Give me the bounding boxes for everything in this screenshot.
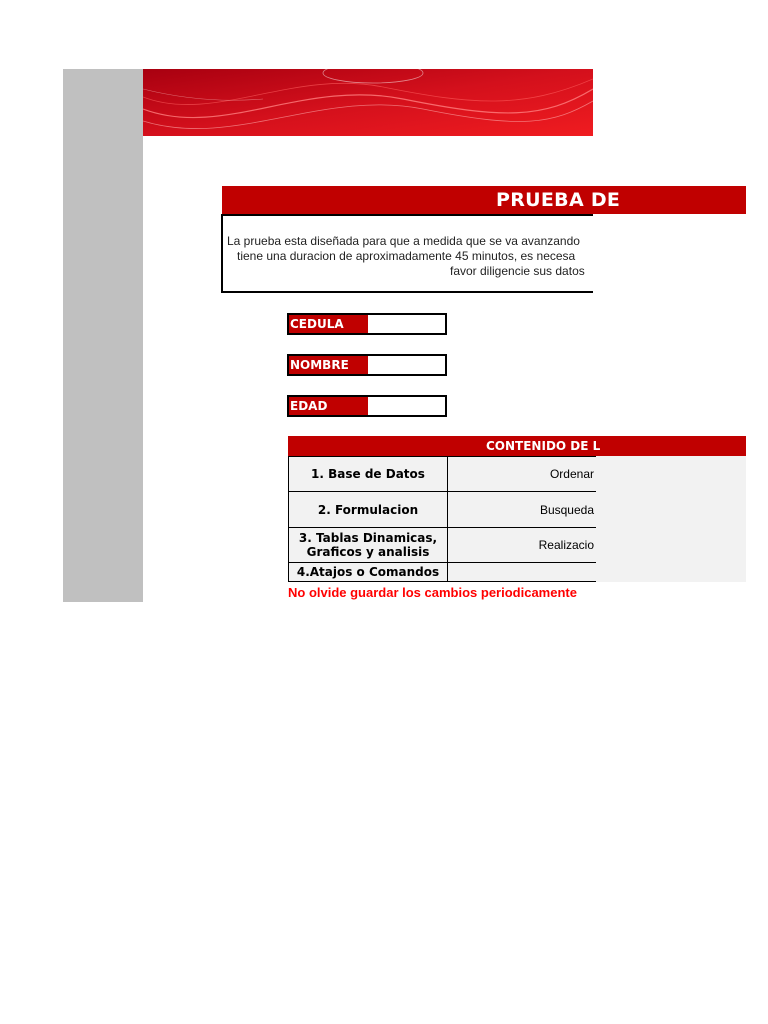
content-header-label: CONTENIDO DE L	[486, 439, 601, 453]
content-right-area	[593, 456, 746, 582]
cedula-field	[287, 313, 447, 335]
topic-desc-cell: Ordenar	[448, 457, 597, 492]
content-header	[288, 436, 746, 456]
description-line-1: La prueba esta diseñada para que a medida que se va avanzando	[227, 234, 580, 248]
description-line-3: favor diligencie sus datos	[450, 264, 585, 278]
topic-cell: 1. Base de Datos	[289, 457, 448, 492]
left-gray-margin	[63, 69, 143, 602]
description-box	[221, 214, 593, 293]
table-row	[289, 457, 597, 492]
topic-desc-cell	[448, 563, 597, 582]
edad-field	[287, 395, 447, 417]
cedula-input[interactable]	[368, 315, 445, 333]
cedula-label: CEDULA	[289, 315, 368, 333]
content-table	[288, 456, 596, 582]
topic-desc-cell: Realizacio	[448, 528, 597, 563]
topic-line-1: 3. Tablas Dinamicas,	[298, 531, 438, 545]
edad-label: EDAD	[289, 397, 368, 415]
topic-desc-cell: Busqueda	[448, 492, 597, 528]
nombre-field	[287, 354, 447, 376]
edad-input[interactable]	[368, 397, 445, 415]
table-row	[289, 528, 597, 563]
topic-cell: 4.Atajos o Comandos	[289, 563, 448, 582]
title-bar	[222, 186, 746, 214]
nombre-label: NOMBRE	[289, 356, 368, 374]
topic-cell: 2. Formulacion	[289, 492, 448, 528]
nombre-input[interactable]	[368, 356, 445, 374]
save-warning: No olvide guardar los cambios periodicamente	[288, 585, 577, 600]
table-row	[289, 563, 597, 582]
header-banner	[143, 69, 593, 136]
description-line-2: tiene una duracion de aproximadamente 45 minutos, es necesa	[237, 249, 576, 263]
page-title: PRUEBA DE	[496, 189, 621, 211]
topic-line-2: Graficos y analisis	[306, 545, 430, 559]
topic-cell	[289, 528, 448, 563]
table-row	[289, 492, 597, 528]
